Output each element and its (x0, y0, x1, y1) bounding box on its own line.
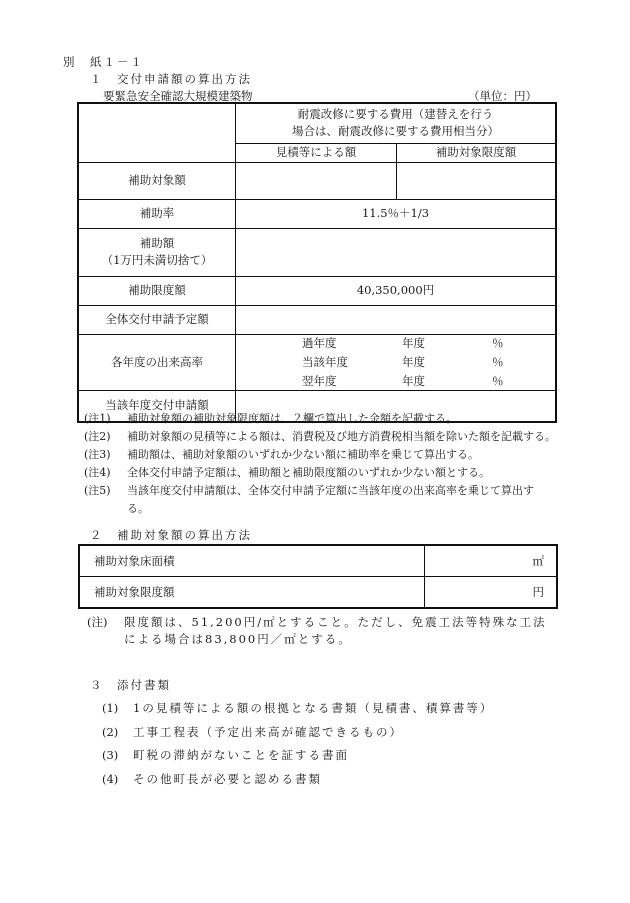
year-name: 翌年度 (302, 374, 337, 388)
year-unit: 年度 (402, 335, 425, 350)
floor-area-unit[interactable]: ㎡ (425, 545, 558, 577)
document-item (102, 724, 403, 740)
subsidy-calc-table (77, 102, 557, 423)
limit-col-header: 補助対象限度額 (397, 143, 557, 162)
year-pct: ％ (492, 374, 504, 388)
row-label-zentai: 全体交付申請予定額 (78, 305, 236, 334)
note-label: (注3) (84, 448, 111, 461)
row-label-ritsu: 補助率 (78, 199, 236, 228)
limit-amount-unit[interactable]: 円 (425, 577, 558, 609)
document-num: (1) (102, 701, 119, 715)
year-pct: ％ (492, 335, 504, 350)
note-item (84, 482, 534, 498)
document-num: (4) (102, 772, 119, 786)
section2-title: ２ 補助対象額の算出方法 (90, 528, 252, 542)
note-item (84, 428, 556, 444)
note-text: 全体交付申請予定額は、補助額と補助限度額のいずれか少ない額とする。 (127, 466, 490, 479)
gendo-value: 40,350,000円 (236, 276, 557, 305)
section3-title: ３ 添付書類 (90, 678, 171, 692)
estimate-col-header: 見積等による額 (236, 143, 397, 162)
note-label: (注4) (84, 466, 111, 479)
year-name: 当該年度 (302, 354, 348, 369)
dekidaka-value-cell[interactable] (236, 334, 557, 391)
note-label: (注1) (84, 412, 111, 425)
note-item (84, 410, 457, 426)
row-label-gendo: 補助限度額 (78, 276, 236, 305)
row-label-touga: 当該年度交付申請額 (78, 391, 236, 422)
document-text: その他町長が必要と認める書類 (133, 772, 322, 786)
taisho-limit-cell[interactable] (397, 162, 557, 199)
document-item (102, 747, 349, 763)
gaku-value-cell[interactable] (236, 228, 557, 276)
cost-header-cell (236, 103, 557, 143)
note-item (84, 446, 479, 462)
limit-amount-label: 補助対象限度額 (79, 577, 425, 609)
row-label-taisho: 補助対象額 (78, 162, 236, 199)
zentai-value-cell[interactable] (236, 305, 557, 334)
row-label-dekidaka: 各年度の出来高率 (78, 334, 236, 391)
note-text: 補助対象額の見積等による額は、消費税及び地方消費税相当額を除いた額を記載する。 (127, 430, 556, 443)
note-text: 当該年度交付申請額は、全体交付申請予定額に当該年度の出来高率を乗じて算出す (127, 484, 534, 497)
note-text: 補助額は、補助対象額のいずれか少ない額に補助率を乗じて算出する。 (127, 448, 479, 461)
year-name: 過年度 (302, 335, 337, 350)
document-num: (2) (102, 725, 119, 739)
section1-title: １ 交付申請額の算出方法 (90, 72, 252, 86)
note-item (84, 464, 490, 480)
document-text: 工事工程表（予定出来高が確認できるもの） (133, 725, 403, 739)
document-num: (3) (102, 748, 119, 762)
building-type: 要緊急安全確認大規模建築物 (103, 89, 253, 103)
year-unit: 年度 (402, 354, 425, 369)
appendix-label: 別 紙１－１ (63, 55, 144, 69)
document-text: 町税の滞納がないことを証する書面 (133, 748, 349, 762)
floor-area-label: 補助対象床面積 (79, 545, 425, 577)
cost-header-line1: 耐震改修に要する費用（建替えを行う (297, 107, 494, 121)
document-item (102, 771, 322, 787)
taisho-estimate-cell[interactable] (236, 162, 397, 199)
row-label-gaku (78, 228, 236, 276)
section2-note-label: (注) (87, 615, 108, 629)
year-rate-grid (302, 335, 555, 391)
document-text: 1の見積等による額の根拠となる書類（見積書、積算書等） (133, 701, 494, 715)
gaku-label-line1: 補助額 (139, 235, 175, 250)
header-blank-cell (78, 103, 236, 162)
note-label: (注2) (84, 430, 111, 443)
year-pct: ％ (492, 354, 504, 369)
ritsu-value: 11.5％＋1/3 (236, 199, 557, 228)
cost-header-line2: 場合は、耐震改修に要する費用相当分） (292, 124, 499, 139)
note-label: (注5) (84, 484, 111, 497)
year-unit: 年度 (402, 374, 425, 388)
note-text: 補助対象額の補助対象限度額は、２欄で算出した金額を記載する。 (127, 412, 457, 425)
area-table (78, 544, 558, 609)
section2-note-line2: による場合は83,800円／㎡とする。 (124, 632, 352, 646)
unit-label: （単位：円） (468, 89, 537, 103)
gaku-label-line2: （1万円未満切捨て） (101, 253, 213, 267)
section2-note-line1: 限度額は、51,200円/㎡とすること。ただし、免震工法等特殊な工法 (124, 615, 547, 629)
document-item (102, 700, 493, 716)
note5-continuation: る。 (127, 502, 149, 515)
